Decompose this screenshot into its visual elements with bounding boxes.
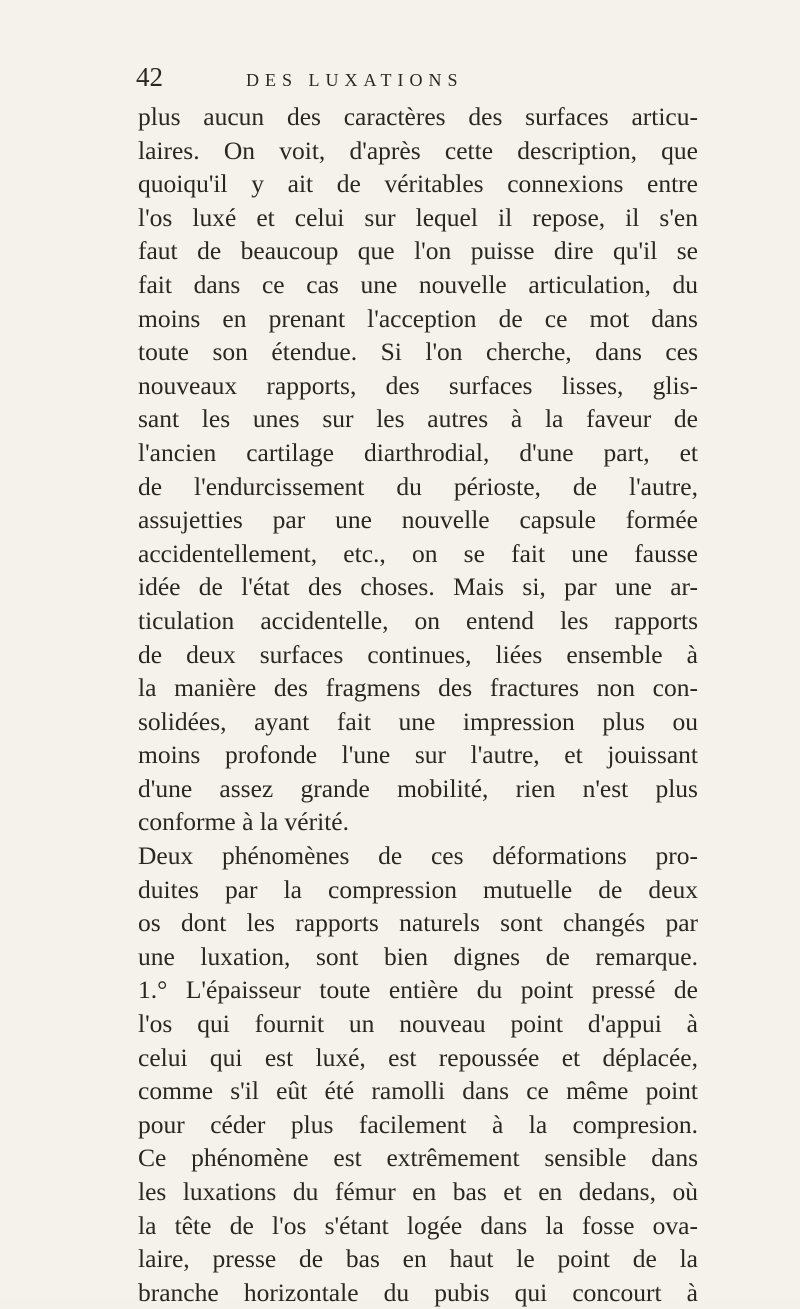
- text-line: accidentellement, etc., on se fait une fausse: [138, 538, 698, 568]
- text-line: Ce phénomène est extrêmement sensible dans: [138, 1143, 698, 1173]
- text-line: os dont les rapports naturels sont changés par: [138, 908, 698, 938]
- text-line: la tête de l'os s'étant logée dans la fosse ova-: [138, 1210, 698, 1240]
- text-line: une luxation, sont bien dignes de remarque.: [138, 941, 698, 971]
- text-line: moins en prenant l'acception de ce mot dans: [138, 303, 698, 333]
- text-line: de deux surfaces continues, liées ensemble à: [138, 639, 698, 669]
- text-line: laire, presse de bas en haut le point de la: [138, 1244, 698, 1274]
- text-line: celui qui est luxé, est repoussée et déplacée,: [138, 1042, 698, 1072]
- text-line: pour céder plus facilement à la compresion.: [138, 1109, 698, 1139]
- text-line: fait dans ce cas une nouvelle articulation, du: [138, 269, 698, 299]
- text-line: assujetties par une nouvelle capsule formée: [138, 505, 698, 535]
- text-line: les luxations du fémur en bas et en dedans, où: [138, 1177, 698, 1206]
- text-line: ticulation accidentelle, on entend les rapports: [138, 605, 698, 635]
- text-line: plus aucun des caractères des surfaces articu-: [138, 102, 698, 131]
- text-line: quoiqu'il y ait de véritables connexions entre: [138, 169, 698, 199]
- page-header: [136, 62, 696, 94]
- text-line: branche horizontale du pubis qui concourt à: [138, 1277, 698, 1307]
- text-line: faut de beaucoup que l'on puisse dire qu'il se: [138, 236, 698, 266]
- text-line: sant les unes sur les autres à la faveur de: [138, 404, 698, 434]
- text-line: duites par la compression mutuelle de deux: [138, 874, 698, 904]
- page-number: 42: [136, 62, 163, 92]
- text-line: 1.° L'épaisseur toute entière du point pressé de: [138, 975, 698, 1005]
- text-line: moins profonde l'une sur l'autre, et jouissant: [138, 740, 698, 770]
- text-line: comme s'il eût été ramolli dans ce même point: [138, 1076, 698, 1106]
- text-line: Deux phénomènes de ces déformations pro-: [138, 841, 698, 871]
- text-line: laires. On voit, d'après cette description, que: [138, 135, 698, 165]
- text-line: l'ancien cartilage diarthrodial, d'une part, et: [138, 437, 698, 467]
- text-line: idée de l'état des choses. Mais si, par une ar-: [138, 572, 698, 602]
- text-line: l'os qui fournit un nouveau point d'appui à: [138, 1009, 698, 1039]
- text-line: toute son étendue. Si l'on cherche, dans ces: [138, 337, 698, 367]
- text-line: solidées, ayant fait une impression plus ou: [138, 706, 698, 736]
- running-title: DES LUXATIONS: [246, 70, 464, 90]
- text-line: la manière des fragmens des fractures non con-: [138, 673, 698, 703]
- text-line: de l'endurcissement du périoste, de l'autre,: [138, 471, 698, 501]
- text-line: l'os luxé et celui sur lequel il repose, il s'en: [138, 202, 698, 232]
- text-line: conforme à la vérité.: [138, 807, 349, 837]
- text-line: d'une assez grande mobilité, rien n'est plus: [138, 773, 698, 803]
- body-text: [138, 100, 698, 1309]
- text-line: nouveaux rapports, des surfaces lisses, glis-: [138, 370, 698, 400]
